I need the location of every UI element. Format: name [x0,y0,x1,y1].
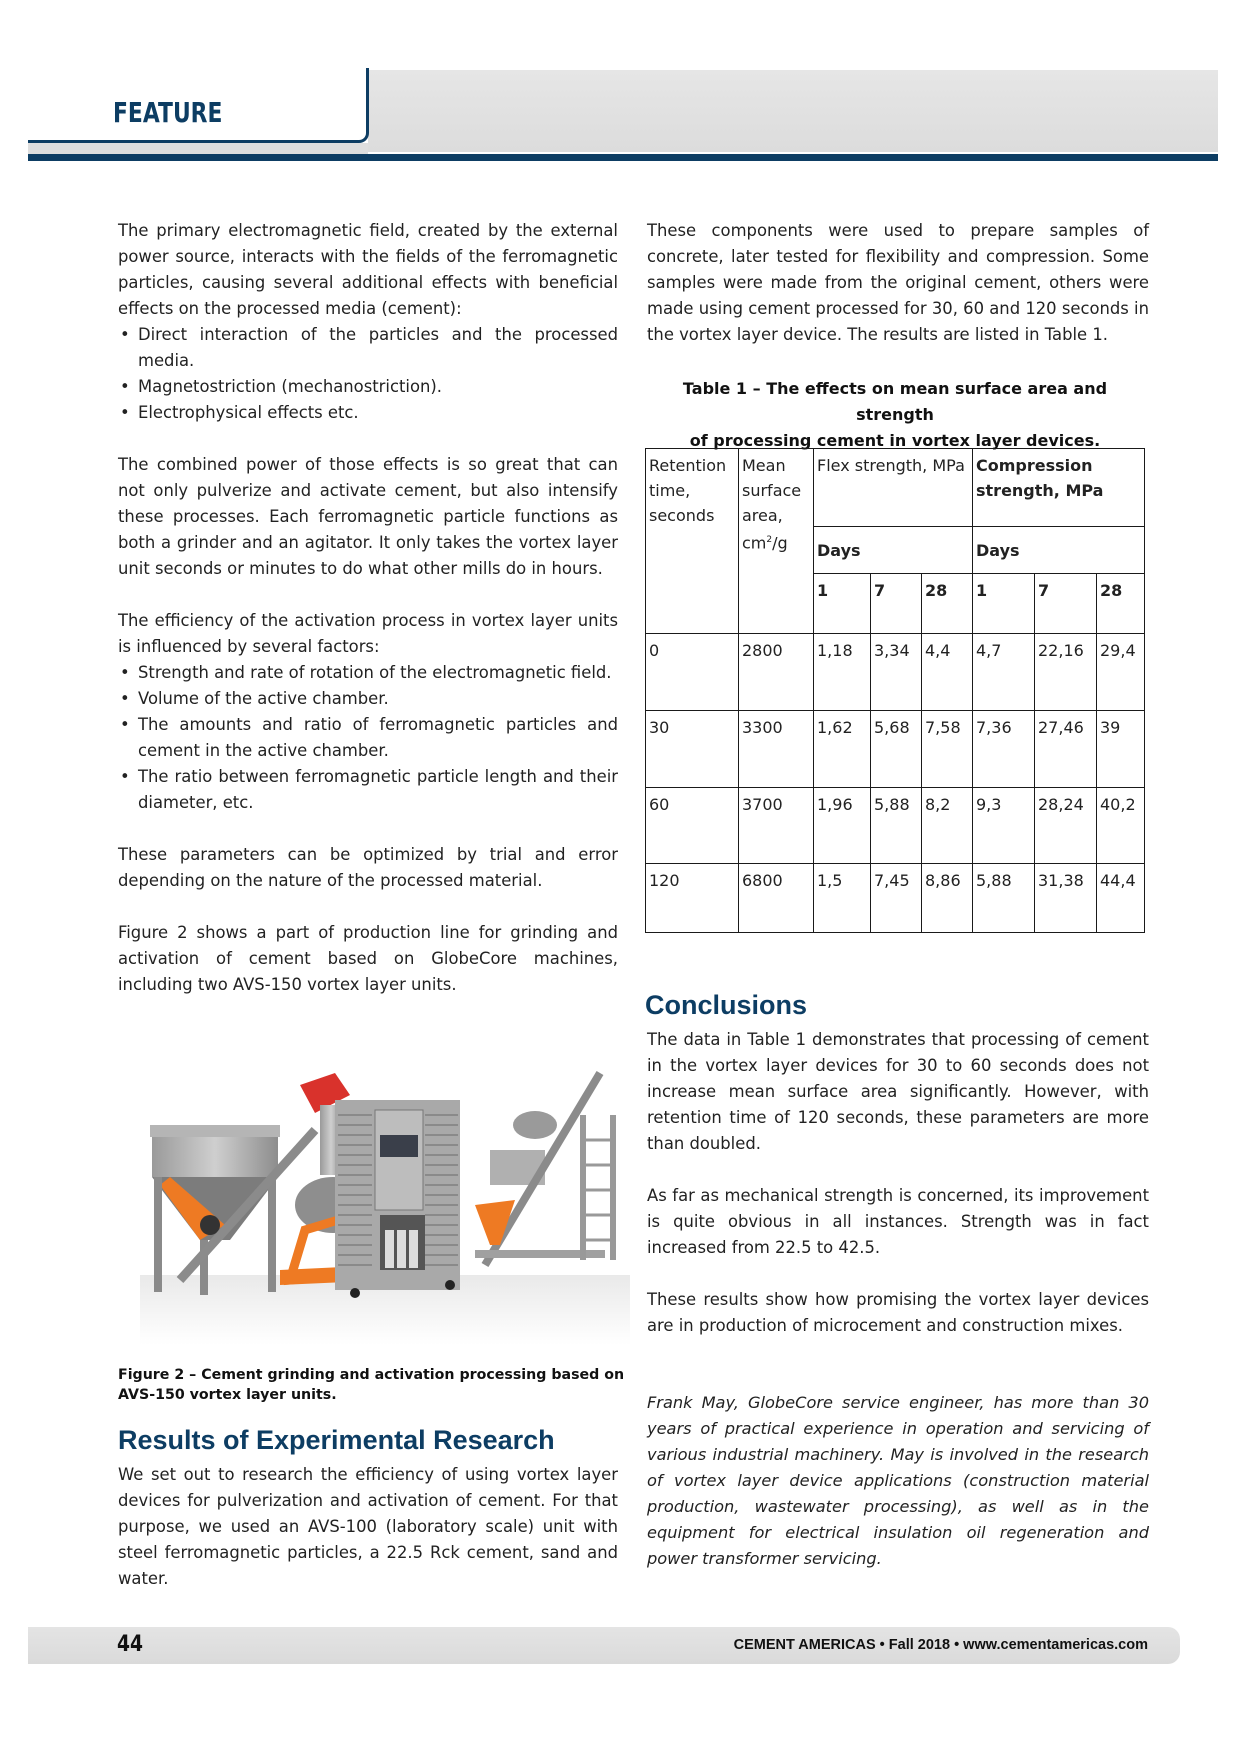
table-cell: 1,62 [814,711,871,788]
paragraph: The combined power of those effects is so great that can not only pulverize and activate cement, but also intensify these processes. Each ferromagnetic particle functions as both a grinder and an agitator. It only takes the vortex layer unit seconds or minutes to do what other mills do in hours. [118,455,618,578]
header-rule [28,154,1218,161]
header-day: 7 [1035,574,1097,634]
conclusions-body [647,1027,1149,1339]
table-cell: 29,4 [1097,634,1145,711]
results-table [645,448,1145,933]
header-day: 28 [922,574,973,634]
table-cell: 39 [1097,711,1145,788]
table-row [646,864,1145,933]
table-cell: 44,4 [1097,864,1145,933]
header-day: 1 [814,574,871,634]
paragraph: Figure 2 shows a part of production line for grinding and activation of cement based on GlobeCore machines, including two AVS-150 vortex layer units. [118,923,618,994]
list-item: • Electrophysical effects etc. [118,400,618,426]
paragraph: These results show how promising the vortex layer devices are in production of microcement and construction mixes. [647,1290,1149,1335]
list-item: • The ratio between ferromagnetic particle length and their diameter, etc. [118,764,618,816]
header-left-band [28,143,368,154]
table-cell: 27,46 [1035,711,1097,788]
table-cell: 3,34 [871,634,922,711]
table-cell: 8,2 [922,788,973,864]
figure-2-image [140,1055,630,1345]
header-day: 1 [973,574,1035,634]
list-item: • The amounts and ratio of ferromagnetic particles and cement in the active chamber. [118,712,618,764]
table-cell: 31,38 [1035,864,1097,933]
table-cell: 5,68 [871,711,922,788]
table-cell: 7,58 [922,711,973,788]
header-comp-days: Days [973,527,1145,574]
table-cell: 2800 [739,634,814,711]
table-cell: 5,88 [871,788,922,864]
paragraph: The primary electromagnetic field, created by the external power source, interacts with the fields of the ferromagnetic particles, causing several additional effects with beneficial effects on the processed media (cement): [118,221,618,318]
table-cell: 22,16 [1035,634,1097,711]
header-compression-strength: Compression strength, MPa [973,449,1145,527]
table-cell: 60 [646,788,739,864]
table-cell: 1,96 [814,788,871,864]
paragraph: The efficiency of the activation process in vortex layer units is influenced by several factors: [118,611,618,656]
table-cell: 3300 [739,711,814,788]
table-caption-line: Table 1 – The effects on mean surface area and strength [682,379,1108,424]
table-cell: 40,2 [1097,788,1145,864]
author-bio: Frank May, GlobeCore service engineer, has more than 30 years of practical experience in operation and servicing of various industrial machinery. May is involved in the research of vortex layer device applications (construction material production, wastewater processing), as well as in the equipment for electrical insulation oil regeneration and power transformer servicing. [647,1393,1149,1568]
results-body [118,1462,618,1592]
section-label: FEATURE [113,96,223,129]
list-item: • Magnetostriction (mechanostriction). [118,374,618,400]
header-surface-area [739,449,814,634]
table-cell: 7,45 [871,864,922,933]
table-cell: 28,24 [1035,788,1097,864]
paragraph: The data in Table 1 demonstrates that processing of cement in the vortex layer devices for 30 to 60 seconds does not increase mean surface area significantly. However, with retention time of 120 seconds, these parameters are more than doubled. [647,1030,1149,1153]
footer-publication: CEMENT AMERICAS • Fall 2018 • www.cementamericas.com [733,1637,1148,1653]
list-item: • Volume of the active chamber. [118,686,618,712]
table-caption [645,376,1145,454]
table-cell: 6800 [739,864,814,933]
production-line-illustration [140,1055,630,1345]
table-cell: 9,3 [973,788,1035,864]
list-item: • Strength and rate of rotation of the electromagnetic field. [118,660,618,686]
table-cell: 4,7 [973,634,1035,711]
table-cell: 4,4 [922,634,973,711]
superscript: 2 [766,535,773,545]
table-caption-line: of processing cement in vortex layer devices. [689,431,1101,450]
figure-caption: Figure 2 – Cement grinding and activation processing based on AVS-150 vortex layer units. [118,1367,625,1403]
factors-list [118,660,618,816]
page-number: 44 [117,1632,144,1657]
paragraph: We set out to research the efficiency of using vortex layer devices for pulverization and activation of cement. For that purpose, we used an AVS-100 (laboratory scale) unit with steel ferromagnetic particles, a 22.5 Rck cement, sand and water. [118,1465,618,1588]
table-row [646,634,1145,711]
table-row [646,711,1145,788]
right-column-intro [647,218,1149,348]
header-retention: Retention time, seconds [646,449,739,634]
results-heading: Results of Experimental Research [118,1425,555,1455]
paragraph: These components were used to prepare samples of concrete, later tested for flexibility and compression. Some samples were made from the original cement, others were made using cement processed for 30, 60 and 120 seconds in the vortex layer device. The results are listed in Table 1. [647,221,1149,344]
effects-list [118,322,618,426]
header-flex-days: Days [814,527,973,574]
table-cell: 8,86 [922,864,973,933]
table-cell: 1,18 [814,634,871,711]
paragraph: These parameters can be optimized by trial and error depending on the nature of the processed material. [118,845,618,890]
table-cell: 5,88 [973,864,1035,933]
table-cell: 0 [646,634,739,711]
header-text: Mean surface area, cm [742,456,802,553]
header-flex-strength: Flex strength, MPa [814,449,973,527]
conclusions-heading: Conclusions [645,990,808,1020]
table-cell: 7,36 [973,711,1035,788]
header-day: 7 [871,574,922,634]
paragraph: As far as mechanical strength is concerned, its improvement is quite obvious in all instances. Strength was in fact increased from 22.5 to 42.5. [647,1186,1149,1257]
table-cell: 30 [646,711,739,788]
list-item: • Direct interaction of the particles and the processed media. [118,322,618,374]
left-column [118,218,618,998]
table-cell: 3700 [739,788,814,864]
table-row [646,788,1145,864]
table-cell: 1,5 [814,864,871,933]
header-texture-band [368,70,1218,152]
header-day: 28 [1097,574,1145,634]
table-cell: 120 [646,864,739,933]
header-text: /g [772,533,788,553]
